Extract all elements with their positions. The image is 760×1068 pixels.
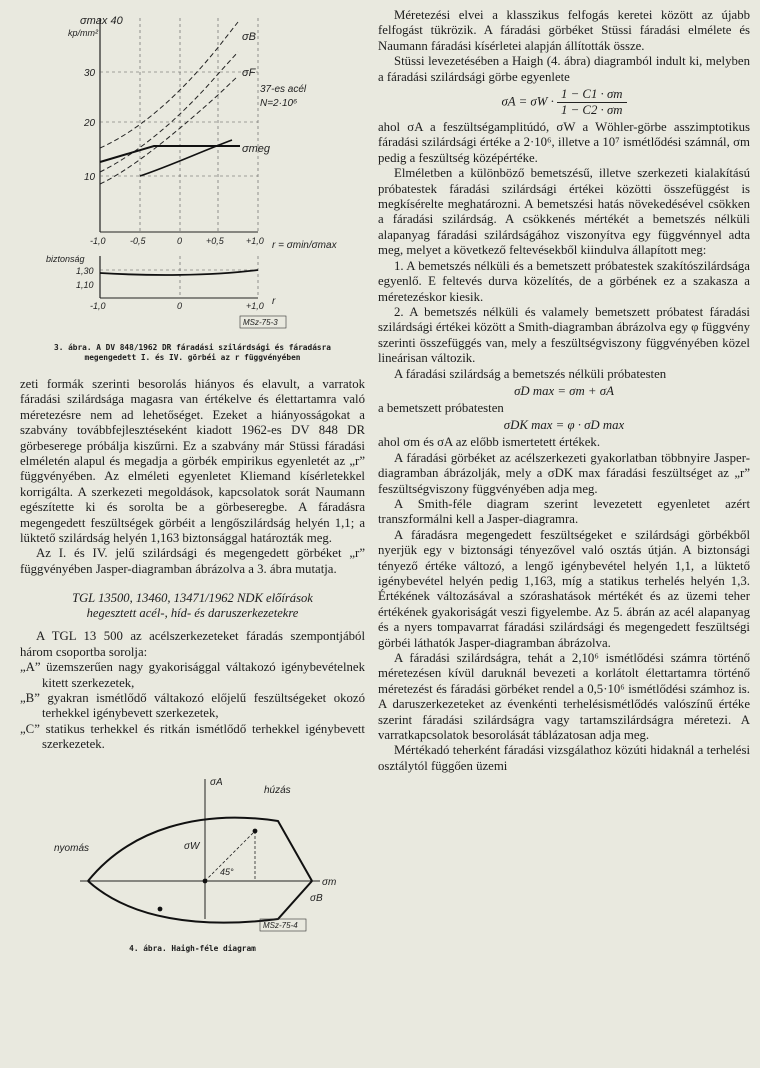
formula-haigh (378, 87, 750, 118)
fig3-curve-label: σB (242, 31, 256, 43)
fig3-caption-line2: megengedett I. és IV. görbéi az r függvényében (84, 353, 301, 362)
figure-3-diagram (20, 0, 365, 338)
right-paragraph-5: 1. A bemetszés nélküli és a bemetszett próbatestek szakítószilárdsága egyenlő. E feltevés durva közelítés, de a görbének ez a szakasza a méretezéskor kiesik. (378, 258, 750, 304)
fig3-x-tick: +0,5 (206, 236, 224, 246)
fig4-label-angle: 45° (220, 866, 234, 877)
fig3-y-tick: 10 (84, 172, 96, 183)
fig3-safety-tick: 1,30 (76, 266, 94, 276)
fig3-y-label: σmax 40 (80, 15, 123, 27)
fig4-label-nyomas: nyomás (54, 842, 90, 854)
right-paragraph-2: Stüssi levezetésében a Haigh (4. ábra) diagramból indult ki, melyben a fáradási szilárdsági görbe egyenlete (378, 54, 750, 84)
fig3-x-tick: -1,0 (90, 236, 106, 246)
formula-unnotched: σD max = σm + σA (514, 383, 614, 398)
right-paragraph-8: a bemetszett próbatesten (378, 400, 504, 415)
fig3-x-tick: -0,5 (130, 236, 146, 246)
right-paragraph-10: A fáradási görbéket az acélszerkezeti gyakorlatban többnyire Jasper-diagramban ábrázolják, mely a σDK max fáradási feszültséget az „r” feszültségviszony függvényében adja meg. (378, 450, 750, 496)
fig3-mark: MSz-75-3 (243, 318, 278, 327)
left-paragraph-3: A TGL 13 500 az acélszerkezeteket fáradás szempontjából három csoportba sorolja: (20, 629, 365, 659)
fig4-label-sigma-m: σm (322, 876, 337, 888)
fig4-label-sigma-a: σA (210, 776, 223, 788)
category-item-b: „B” gyakran ismétlődő váltakozó előjelű feszültségeket okozó terhekkel igénybevett szerkezetek, (20, 690, 365, 721)
formula-haigh-lhs: σA = σW · (501, 94, 554, 109)
right-paragraph-11: A Smith-féle diagram szerint levezetett egyenletet azért transzformálni kell a Jasper-diagramra. (378, 496, 750, 527)
fig3-y-tick: 20 (84, 118, 96, 129)
fig3-caption-line1: 3. ábra. A DV 848/1962 DR fáradási szilárdsági és fáradásra (54, 343, 331, 352)
fig3-y-tick: 30 (84, 68, 96, 79)
right-paragraph-6: 2. A bemetszés nélküli és valamely bemetszett próbatest fáradási szilárdsági értékei között a Smith-diagramban ábrázolva egy φ függvény szerinti összefüggés van, mely a feszültségviszony függvényében közel lineárisan változik. (378, 304, 750, 366)
fig4-label-sigma-b: σB (310, 892, 323, 904)
left-paragraph-2: Az I. és IV. jelű szilárdsági és megengedett görbéket „r” függvényében Jasper-diagramban ábrázolva a 3. ábra mutatja. (20, 546, 365, 576)
right-paragraph-9: ahol σm és σA az előbb ismertetett értékek. (378, 435, 601, 450)
figure-4 (20, 769, 365, 954)
left-paragraph-1: zeti formák szerinti besorolás hiányos és elavult, a varratok fáradási szilárdsága magasra van értékelve és élettartamra való méretezésre nem ad lehetőséget. Ezeket a hiányosságokat a szabvány továbbfejlesztéseként kiadott 1962-es DV 848 DR görbeserege próbálja kiszűrni. Ez a szabvány már Stüssi fáradási elméletén alapul és megadja a görbék empirikus egyenletét az „r” függvényében. Az elméleti egyenletet Kliemand kísérletekkel korrigálta. A szerkezeti megoldások, kapcsolatok sorát Naumann egészítette ki és sorolta be a görbeseregbe. A fáradásra megengedett feszültségek görbéit a lengőszilárdság helyén 1,1; a lüktető szilárdság helyén 1,163 biztonsággal határozták meg. (20, 377, 365, 546)
fig3-lower-x-tick: -1,0 (90, 301, 106, 311)
fig3-lower-x-label: r (272, 296, 276, 307)
right-paragraph-14: Mértékadó teherként fáradási vizsgálathoz közúti hidaknál a terhelési osztálytól függően üzemi (378, 743, 750, 773)
fig3-safety-label: biztonság (46, 254, 85, 264)
right-paragraph-7: A fáradási szilárdság a bemetszés nélküli próbatesten (394, 366, 667, 381)
fig4-label-sigma-w: σW (184, 840, 200, 852)
category-list (20, 660, 365, 752)
right-paragraph-1: Méretezési elvei a klasszikus felfogás keretei között az újabb felfogást tükrözik. A fáradási görbéket Stüssi fáradási elmélete és Naumann fáradási kísérletei alapján állították össze. (378, 8, 750, 53)
formula-haigh-fraction (557, 87, 627, 118)
fig3-material-label: 37-es acél (260, 84, 307, 95)
fig3-curve-label: σF (242, 67, 256, 79)
figure-4-diagram (20, 769, 365, 939)
right-paragraph-13: A fáradási szilárdságra, tehát a 2,10⁶ ismétlődési számra történő méretezésen kívül daruknál bevezeti a korlátolt élettartamra történő méretezést és fáradási görbéket rendel a 0,5·10⁶ ismétlődési számhoz is. A daruszerkezeteket az évenkénti terhelésismétlődés valószínű értéke szerint fáradási szilárdságra vagy tartamszilárdságra méretezi. A varratkapcsolatok besorolását táblázatosan adja meg. (378, 651, 750, 743)
section-heading-line1: TGL 13500, 13460, 13471/1962 NDK előírások (72, 591, 313, 606)
formula-haigh-numerator: 1 − C1 · σm (557, 87, 627, 103)
fig4-caption: 4. ábra. Haigh-féle diagram (129, 943, 256, 953)
fig3-lower-x-tick: +1,0 (246, 301, 264, 311)
fig4-mark: MSz-75-4 (263, 920, 298, 930)
right-column (378, 8, 750, 774)
fig3-x-tick: 0 (177, 236, 183, 246)
formula-haigh-denominator: 1 − C2 · σm (560, 103, 623, 118)
left-column (20, 0, 365, 954)
fig3-lower-x-tick: 0 (177, 301, 183, 311)
fig3-cycles-label: N=2·10⁶ (260, 98, 298, 109)
figure-3 (20, 0, 365, 363)
fig3-y-unit: kp/mm² (68, 28, 98, 38)
fig3-safety-tick: 1,10 (76, 280, 94, 290)
fig4-label-huzas: húzás (264, 784, 291, 796)
section-heading-line2: hegesztett acél-, híd- és daruszerkezetekre (86, 606, 299, 621)
fig3-x-tick: +1,0 (246, 236, 264, 246)
formula-notched: σDK max = φ · σD max (503, 418, 625, 433)
fig3-x-label: r = σmin/σmax (272, 240, 337, 251)
right-paragraph-4: Elméletben a különböző bemetszésű, illetve szerkezeti kialakítású próbatestek fáradási szilárdsági értékei közötti összefüggést is megkísérelte meghatározni. A bemetszési hatás növekedésével csökken a fáradási szilárdság. A csökkenés mértékét a bemetszés nélküli alapanyag fáradási szilárdságához viszonyítva egy függvénnyel adta meg, melyet a következő feltevésekből kiindulva állapított meg: (378, 166, 750, 258)
category-item-c: „C” statikus terhekkel és ritkán ismétlődő terhekkel igénybevett szerkezetek. (20, 721, 365, 752)
category-item-a: „A” üzemszerűen nagy gyakorisággal váltakozó igénybevételnek kitett szerkezetek, (20, 660, 365, 690)
right-paragraph-12: A fáradásra megengedett feszültségeket e szilárdsági görbékből nyerjük egy ν biztonsági tényezővel való osztás útján. A biztonsági tényező értéke változó, a lengő igénybevétel helyén 1,1, a lüktető igénybevétel helyén pedig 1,163, míg a statikus terhelés helyén 1,3. Értékének változásával a szórashatások mértékét és az üzemi teher értékének gyakoriságát veszi figyelembe. Az 5. ábrán az acél alapanyag és a nyers tompavarrat fáradási szilárdsági és megengedett feszültségi görbéi láthatók Jasper-diagramban ábrázolva. (378, 527, 750, 650)
fig3-curve-label: σmeg (242, 143, 271, 155)
right-paragraph-3: ahol σA a feszültségamplitúdó, σW a Wöhler-görbe asszimptotikus fáradási szilárdsági értéke a 2·10⁶, illetve a 10⁷ ismétlődési számnál, σm pedig a feszültség középértéke. (378, 120, 750, 165)
